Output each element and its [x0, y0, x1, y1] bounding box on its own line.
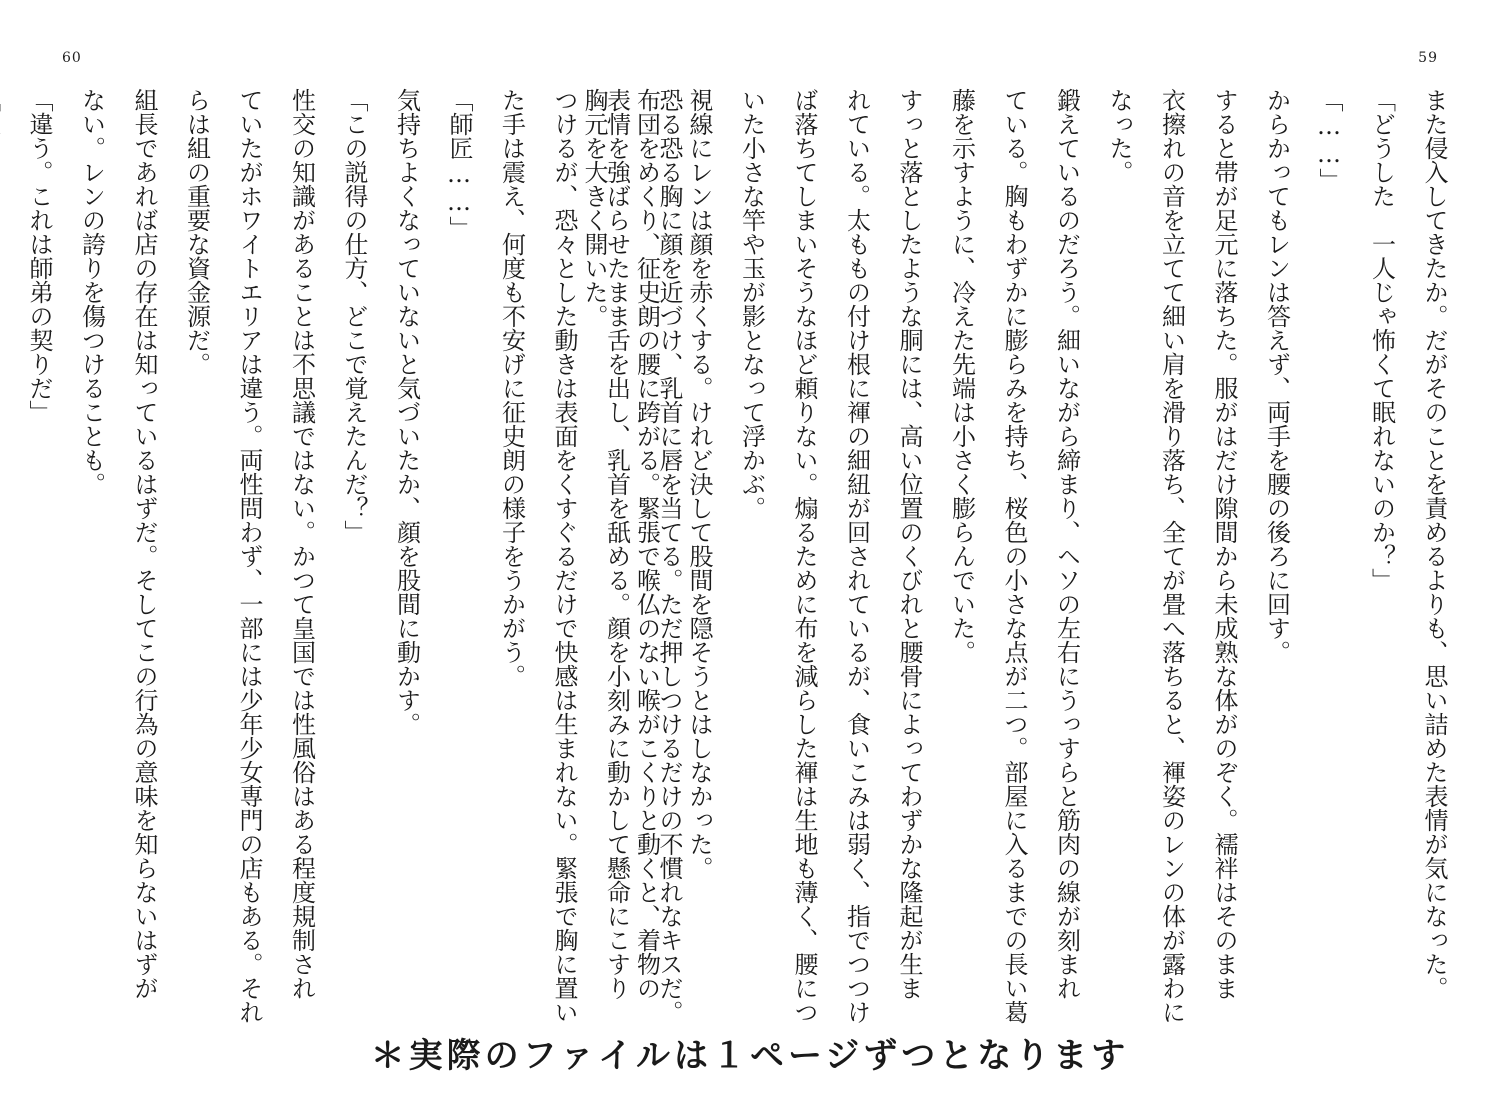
text-line: 布団をめくり、征史朗の腰に跨がる。緊張で喉仏のない喉がこくりと動くと、着物の	[632, 88, 661, 1000]
text-line: 衣擦れの音を立てて細い肩を滑り落ち、全てが畳へ落ちると、褌姿のレンの体が露わに	[1157, 88, 1186, 1024]
text-line: 「……」	[1315, 88, 1343, 192]
text-line: つけるが、恐々とした動きは表面をくすぐるだけで快感は生まれない。緊張で胸に置い	[550, 88, 578, 1024]
text-line	[0, 88, 13, 993]
text-line: すると帯が足元に落ちた。服がはだけ隙間から未成熟な体がのぞく。襦袢はそのまま	[1210, 88, 1238, 1000]
text-line: た手は震え、何度も不安げに征史朗の様子をうかがう。	[497, 88, 526, 688]
text-line: 恐る恐る胸に顔を近づけ、乳首に唇を当てる。ただ押しつけるだけの不慣れなキスだ。	[655, 88, 683, 1024]
text-line: 藤を示すように、冷えた先端は小さく膨らんでいた。	[947, 88, 976, 664]
page-number-left: 60	[62, 50, 82, 66]
text-line: ていたがホワイトエリアは違う。両性問わず、一部には少年少女専門の店もある。それ	[235, 88, 263, 1024]
page-number-right: 59	[1418, 50, 1438, 66]
text-line: れている。太ももの付け根に褌の細紐が回されているが、食いこみは弱く、指でつつけ	[842, 88, 871, 1024]
text-line: また侵入してきたか。だがそのことを責めるよりも、思い詰めた表情が気になった。	[1420, 88, 1448, 1000]
text-line: 「この説得の仕方、どこで覚えたんだ？」	[340, 88, 368, 544]
text-line: 「師匠……」	[445, 88, 473, 240]
text-line: 「違う。これは師弟の契りだ」	[25, 88, 53, 424]
text-line: ない。レンの誇りを傷つけることも。	[77, 88, 106, 496]
text-line: いた小さな竿や玉が影となって浮かぶ。	[737, 88, 766, 520]
text-line: 視線にレンは顔を赤くする。けれど決して股間を隠そうとはしなかった。	[685, 88, 713, 880]
text-line: すっと落としたような胴には、高い位置のくびれと腰骨によってわずかな隆起が生ま	[895, 88, 923, 1000]
text-line: らは組の重要な資金源だ。	[182, 88, 211, 376]
text-line: ている。胸もわずかに膨らみを持ち、桜色の小さな点が二つ。部屋に入るまでの長い葛	[1000, 88, 1028, 1024]
text-line: 表情を強ばらせたまま舌を出し、乳首を舐める。顔を小刻みに動かして懸命にこすり	[602, 88, 631, 1000]
text-line: 鍛えているのだろう。細いながら締まり、ヘソの左右にうっすらと筋肉の線が刻まれ	[1052, 88, 1081, 1000]
text-line: 組長であれば店の存在は知っているはずだ。そしてこの行為の意味を知らないはずが	[130, 88, 158, 1000]
text-line: ば落ちてしまいそうなほど頼りない。煽るために布を減らした褌は生地も薄く、腰につ	[790, 88, 818, 1024]
preview-note-caption: ＊実際のファイルは１ページずつとなります	[370, 1036, 1130, 1076]
text-line: からかってもレンは答えず、両手を腰の後ろに回す。	[1262, 88, 1291, 664]
text-line: 「どうした 一人じゃ怖くて眠れないのか？」	[1367, 88, 1396, 592]
text-line: なった。	[1105, 88, 1133, 184]
text-line: 気持ちよくなっていないと気づいたか、顔を股間に動かす。	[392, 88, 421, 736]
text-line: 胸元を大きく開いた。	[580, 88, 608, 328]
text-line: 性交の知識があることは不思議ではない。かつて皇国では性風俗はある程度規制され	[287, 88, 316, 1000]
